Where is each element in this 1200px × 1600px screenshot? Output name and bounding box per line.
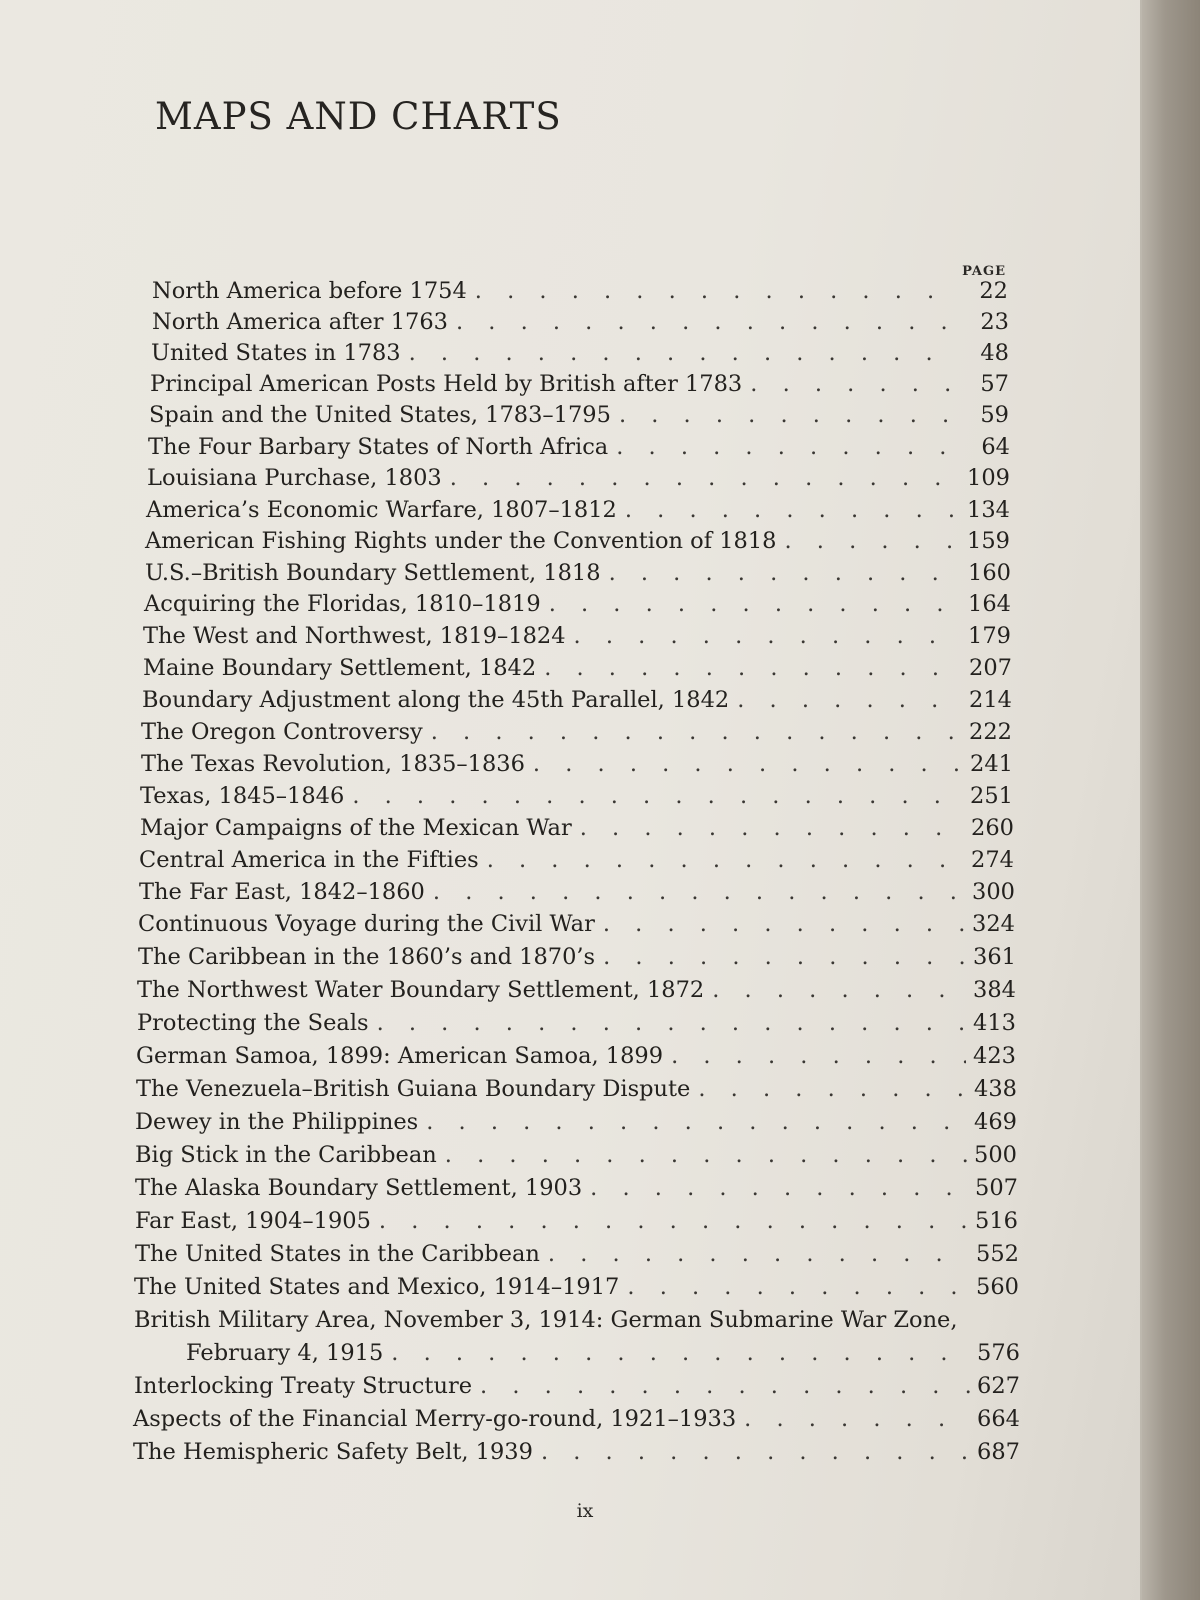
list-item: [143, 653, 1012, 683]
entry-title: U.S.–British Boundary Settlement, 1818: [145, 560, 601, 586]
entry-title: Louisiana Purchase, 1803: [147, 465, 442, 491]
list-item: [147, 463, 1010, 493]
dot-leader: [603, 909, 965, 939]
entry-title: Maine Boundary Settlement, 1842: [143, 655, 537, 681]
dot-leader: [549, 589, 961, 619]
dot-leader: [450, 463, 960, 493]
entry-page: 214: [969, 687, 1012, 713]
entry-title: Acquiring the Floridas, 1810–1819: [144, 591, 541, 617]
dot-leader: [580, 813, 964, 843]
dot-leader: [475, 276, 958, 306]
list-item: [134, 1272, 1019, 1302]
entry-title: Major Campaigns of the Mexican War: [140, 815, 572, 841]
list-item: [152, 276, 1008, 306]
dot-leader: [609, 558, 961, 588]
entry-page: 48: [980, 340, 1009, 366]
entry-page: 384: [973, 977, 1016, 1003]
list-item: [135, 1239, 1019, 1269]
dot-leader: [431, 717, 962, 747]
dot-leader: [671, 1041, 966, 1071]
list-item-first-line: British Military Area, November 3, 1914: German Submarine War Zone,: [134, 1307, 958, 1333]
dot-leader: [712, 975, 966, 1005]
list-item: [151, 338, 1009, 368]
dot-leader: [625, 495, 960, 525]
entry-page: 222: [969, 719, 1012, 745]
list-item: [136, 1041, 1016, 1071]
list-item: [136, 1074, 1017, 1104]
list-item: [133, 1404, 1020, 1434]
list-item: [139, 877, 1015, 907]
entry-title: The Texas Revolution, 1835–1836: [141, 751, 525, 777]
list-item: [138, 909, 1015, 939]
entry-title: Principal American Posts Held by British after 1783: [150, 371, 743, 397]
list-item: [145, 526, 1010, 556]
entry-title: Big Stick in the Caribbean: [135, 1142, 437, 1168]
entry-page: 438: [974, 1076, 1017, 1102]
list-item: [135, 1173, 1018, 1203]
dot-leader: [698, 1074, 967, 1104]
dot-leader: [487, 845, 964, 875]
entry-title: The Venezuela–British Guiana Boundary Dispute: [136, 1076, 691, 1102]
entry-title: Continuous Voyage during the Civil War: [138, 911, 595, 937]
entry-page: 413: [973, 1010, 1016, 1036]
entry-page: 134: [967, 497, 1010, 523]
dot-leader: [784, 526, 960, 556]
dot-leader: [619, 400, 959, 430]
dot-leader: [377, 1008, 966, 1038]
entry-page: 300: [972, 879, 1015, 905]
dot-leader: [544, 653, 962, 683]
entry-page: 207: [969, 655, 1012, 681]
list-item: [134, 1371, 1020, 1401]
entry-title: The Four Barbary States of North Africa: [148, 434, 609, 460]
dot-leader: [548, 1239, 969, 1269]
entry-page: 469: [974, 1109, 1017, 1135]
entry-page: 22: [979, 278, 1008, 304]
dot-leader: [744, 1404, 970, 1434]
entry-title: Far East, 1904–1905: [135, 1208, 371, 1234]
dot-leader: [574, 621, 961, 651]
list-item: [140, 781, 1013, 811]
entry-title: Spain and the United States, 1783–1795: [149, 402, 611, 428]
dot-leader: [433, 877, 965, 907]
entry-title: North America before 1754: [152, 278, 467, 304]
dot-leader: [456, 307, 959, 337]
list-item: [141, 749, 1013, 779]
list-item: [133, 1437, 1020, 1467]
entry-page: 627: [977, 1373, 1020, 1399]
entry-title: North America after 1763: [152, 309, 448, 335]
dot-leader: [533, 749, 963, 779]
list-item: [140, 813, 1014, 843]
dot-leader: [737, 685, 962, 715]
page-number-folio: ix: [576, 1500, 594, 1522]
dot-leader: [616, 432, 960, 462]
entry-title: Interlocking Treaty Structure: [134, 1373, 473, 1399]
entry-page: 507: [975, 1175, 1018, 1201]
list-item: [142, 685, 1012, 715]
entry-page: 664: [977, 1406, 1020, 1432]
list-item: [138, 942, 1016, 972]
list-item: [149, 400, 1009, 430]
dot-leader: [627, 1272, 969, 1302]
entry-page: 109: [967, 465, 1010, 491]
dot-leader: [590, 1173, 968, 1203]
list-item: [135, 1107, 1017, 1137]
list-item: [146, 495, 1010, 525]
entry-title: The Hemispheric Safety Belt, 1939: [133, 1439, 533, 1465]
entry-title: The Northwest Water Boundary Settlement, 1872: [137, 977, 705, 1003]
entry-title: Central America in the Fifties: [139, 847, 479, 873]
entry-page: 500: [974, 1142, 1017, 1168]
list-item: [144, 589, 1011, 619]
page-title: MAPS AND CHARTS: [155, 95, 562, 138]
dot-leader: [750, 369, 959, 399]
page-column-header: PAGE: [962, 264, 1006, 279]
entry-title: The Caribbean in the 1860’s and 1870’s: [138, 944, 596, 970]
list-item: [150, 369, 1009, 399]
entry-title: The United States and Mexico, 1914–1917: [134, 1274, 620, 1300]
list-item: [152, 307, 1009, 337]
dot-leader: [352, 781, 963, 811]
entry-title: The Far East, 1842–1860: [139, 879, 425, 905]
entry-page: 241: [970, 751, 1013, 777]
dot-leader: [379, 1206, 968, 1236]
entry-title: February 4, 1915: [186, 1340, 384, 1366]
entry-title: United States in 1783: [151, 340, 401, 366]
list-item: [141, 717, 1012, 747]
dot-leader: [603, 942, 966, 972]
dot-leader: [541, 1437, 970, 1467]
entry-title: Boundary Adjustment along the 45th Parallel, 1842: [142, 687, 730, 713]
entry-page: 179: [968, 623, 1011, 649]
entry-page: 59: [980, 402, 1009, 428]
entry-page: 560: [976, 1274, 1019, 1300]
entry-title: America’s Economic Warfare, 1807–1812: [146, 497, 617, 523]
entry-title: Dewey in the Philippines: [135, 1109, 419, 1135]
entry-page: 552: [976, 1241, 1019, 1267]
dot-leader: [391, 1338, 970, 1368]
list-item: [148, 432, 1010, 462]
entry-page: 361: [973, 944, 1016, 970]
entry-page: 159: [967, 528, 1010, 554]
entry-page: 576: [977, 1340, 1020, 1366]
entry-page: 57: [980, 371, 1009, 397]
entry-title: The United States in the Caribbean: [135, 1241, 540, 1267]
entry-page: 260: [971, 815, 1014, 841]
entry-page: 516: [975, 1208, 1018, 1234]
entry-page: 324: [972, 911, 1015, 937]
dot-leader: [480, 1371, 970, 1401]
entry-page: 164: [968, 591, 1011, 617]
list-item: [137, 975, 1016, 1005]
entry-page: 64: [981, 434, 1010, 460]
entry-page: 687: [977, 1439, 1020, 1465]
entry-page: 423: [973, 1043, 1016, 1069]
dot-leader: [409, 338, 959, 368]
entry-title: Aspects of the Financial Merry-go-round, 1921–1933: [133, 1406, 737, 1432]
entry-title: Protecting the Seals: [137, 1010, 369, 1036]
book-edge: [1142, 0, 1200, 1600]
list-item: [137, 1008, 1016, 1038]
dot-leader: [445, 1140, 967, 1170]
entry-title: The Oregon Controversy: [141, 719, 423, 745]
entry-page: 251: [970, 783, 1013, 809]
list-item: [135, 1140, 1017, 1170]
entry-page: 160: [968, 560, 1011, 586]
entry-page: 274: [971, 847, 1014, 873]
entry-title: The West and Northwest, 1819–1824: [143, 623, 566, 649]
entry-title: American Fishing Rights under the Convention of 1818: [145, 528, 777, 554]
list-item: [145, 558, 1011, 588]
list-item: [139, 845, 1014, 875]
entry-title: Texas, 1845–1846: [140, 783, 345, 809]
entry-title: German Samoa, 1899: American Samoa, 1899: [136, 1043, 664, 1069]
list-item: [186, 1338, 1020, 1368]
entry-page: 23: [980, 309, 1009, 335]
dot-leader: [426, 1107, 967, 1137]
entry-title: The Alaska Boundary Settlement, 1903: [135, 1175, 583, 1201]
list-item: [143, 621, 1011, 651]
list-item: [135, 1206, 1018, 1236]
